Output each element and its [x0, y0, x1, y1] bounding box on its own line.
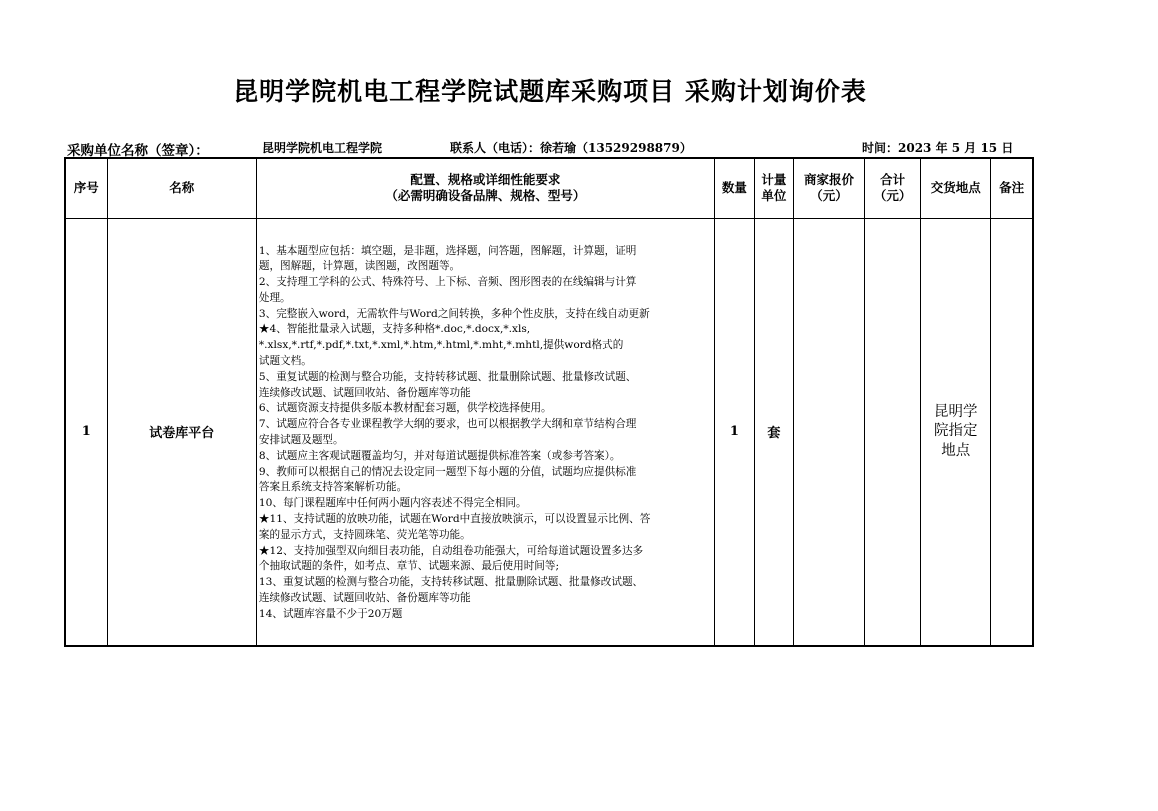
header-spec — [256, 158, 714, 218]
document-date: 时间：2023 年 5 月 15 日 — [862, 141, 1014, 155]
header-quantity-text: 数量 — [721, 180, 747, 196]
header-unit-line1: 计量 — [761, 172, 787, 188]
table-row — [65, 218, 1033, 646]
header-quantity — [714, 158, 754, 218]
page-title: 昆明学院机电工程学院试题库采购项目 采购计划询价表 — [233, 77, 867, 106]
spec-line: 连续修改试题、试题回收站、备份题库等功能 — [258, 592, 471, 605]
spec-line: 7、试题应符合各专业课程教学大纲的要求，也可以根据教学大纲和章节结构合理 — [258, 418, 637, 431]
header-unit — [754, 158, 793, 218]
header-name-text: 名称 — [169, 180, 195, 196]
spec-line: 案的显示方式，支持圆珠笔、荧光笔等功能。 — [258, 528, 471, 541]
purchaser-name: 昆明学院机电工程学院 — [262, 141, 383, 155]
spec-line: 题，图解题，计算题，读图题，改图题等。 — [258, 260, 461, 273]
header-delivery — [921, 158, 991, 218]
spec-line: 5、重复试题的检测与整合功能，支持转移试题、批量删除试题、批量修改试题、 — [258, 370, 637, 383]
header-delivery-text: 交货地点 — [930, 180, 981, 196]
spec-line: 安排试题及题型。 — [258, 434, 344, 447]
header-name — [107, 158, 256, 218]
row-name: 试卷库平台 — [107, 218, 256, 646]
spec-line: 答案且系统支持答案解析功能。 — [258, 481, 408, 494]
row-unit: 套 — [754, 218, 793, 646]
spec-line: 10、每门课程题库中任何两小题内容表述不得完全相同。 — [258, 497, 527, 510]
spec-line: *.xlsx,*.rtf,*.pdf,*.txt,*.xml,*.htm,*.html,*.mht,*.mhtl,提供word格式的 — [258, 339, 624, 352]
spec-line: 处理。 — [258, 291, 291, 304]
contact-info: 联系人（电话）：徐若瑜（13529298879） — [450, 141, 692, 155]
spec-text-block — [259, 219, 713, 623]
header-index-text: 序号 — [73, 180, 99, 196]
spec-line: 试题文档。 — [258, 355, 312, 368]
row-total — [865, 218, 921, 646]
spec-line: 14、试题库容量不少于20万题 — [258, 607, 403, 620]
header-quote-line1: 商家报价 — [804, 172, 855, 188]
header-total-line1: 合计 — [880, 172, 906, 188]
delivery-line3: 地点 — [941, 442, 971, 459]
table-header-row — [65, 158, 1033, 218]
header-index — [65, 158, 107, 218]
header-quote-line2: （元） — [810, 188, 848, 204]
row-index: 1 — [65, 218, 107, 646]
spec-line: ★4、智能批量录入试题，支持多种格*.doc,*.docx,*.xls, — [258, 323, 531, 336]
header-unit-line2: 单位 — [761, 188, 787, 204]
spec-line: 个抽取试题的条件，如考点、章节、试题来源、最后使用时间等; — [258, 560, 560, 573]
spec-line: 9、教师可以根据自己的情况去设定同一题型下每小题的分值，试题均应提供标准 — [258, 465, 637, 478]
spec-line: ★11、支持试题的放映功能，试题在Word中直接放映演示，可以设置显示比例、答 — [258, 513, 651, 526]
row-quantity: 1 — [714, 218, 754, 646]
spec-line: 1、基本题型应包括：填空题，是非题，选择题，问答题，图解题，计算题，证明 — [258, 244, 637, 257]
spec-line: 8、试题应主客观试题覆盖均匀，并对每道试题提供标准答案（或参考答案）。 — [258, 449, 621, 462]
header-spec-line2: （必需明确设备品牌、规格、型号） — [385, 188, 586, 204]
header-spec-line1: 配置、规格或详细性能要求 — [410, 172, 561, 188]
spec-line: ★12、支持加强型双向细目表功能，自动组卷功能强大，可给每道试题设置多达多 — [258, 544, 644, 557]
purchaser-label: 采购单位名称（签章）： — [67, 143, 209, 159]
delivery-line2: 院指定 — [934, 423, 978, 439]
spec-line: 2、支持理工学科的公式、特殊符号、上下标、音频、图形图表的在线编辑与计算 — [258, 276, 637, 289]
header-remark — [991, 158, 1033, 218]
header-quote — [793, 158, 864, 218]
header-total-line2: （元） — [873, 188, 912, 204]
delivery-line1: 昆明学 — [934, 403, 978, 420]
row-spec — [256, 218, 714, 646]
inquiry-table — [64, 157, 1034, 647]
header-total — [865, 158, 921, 218]
row-quote — [793, 218, 864, 646]
header-remark-text: 备注 — [999, 180, 1025, 196]
row-delivery — [921, 218, 991, 646]
row-remark — [991, 218, 1033, 646]
spec-line: 13、重复试题的检测与整合功能，支持转移试题、批量删除试题、批量修改试题、 — [258, 576, 644, 589]
spec-line: 3、完整嵌入word，无需软件与Word之间转换，多种个性皮肤，支持在线自动更新 — [258, 307, 650, 320]
spec-line: 连续修改试题、试题回收站、备份题库等功能 — [258, 386, 471, 399]
spec-line: 6、试题资源支持提供多版本教材配套习题，供学校选择使用。 — [258, 402, 552, 415]
